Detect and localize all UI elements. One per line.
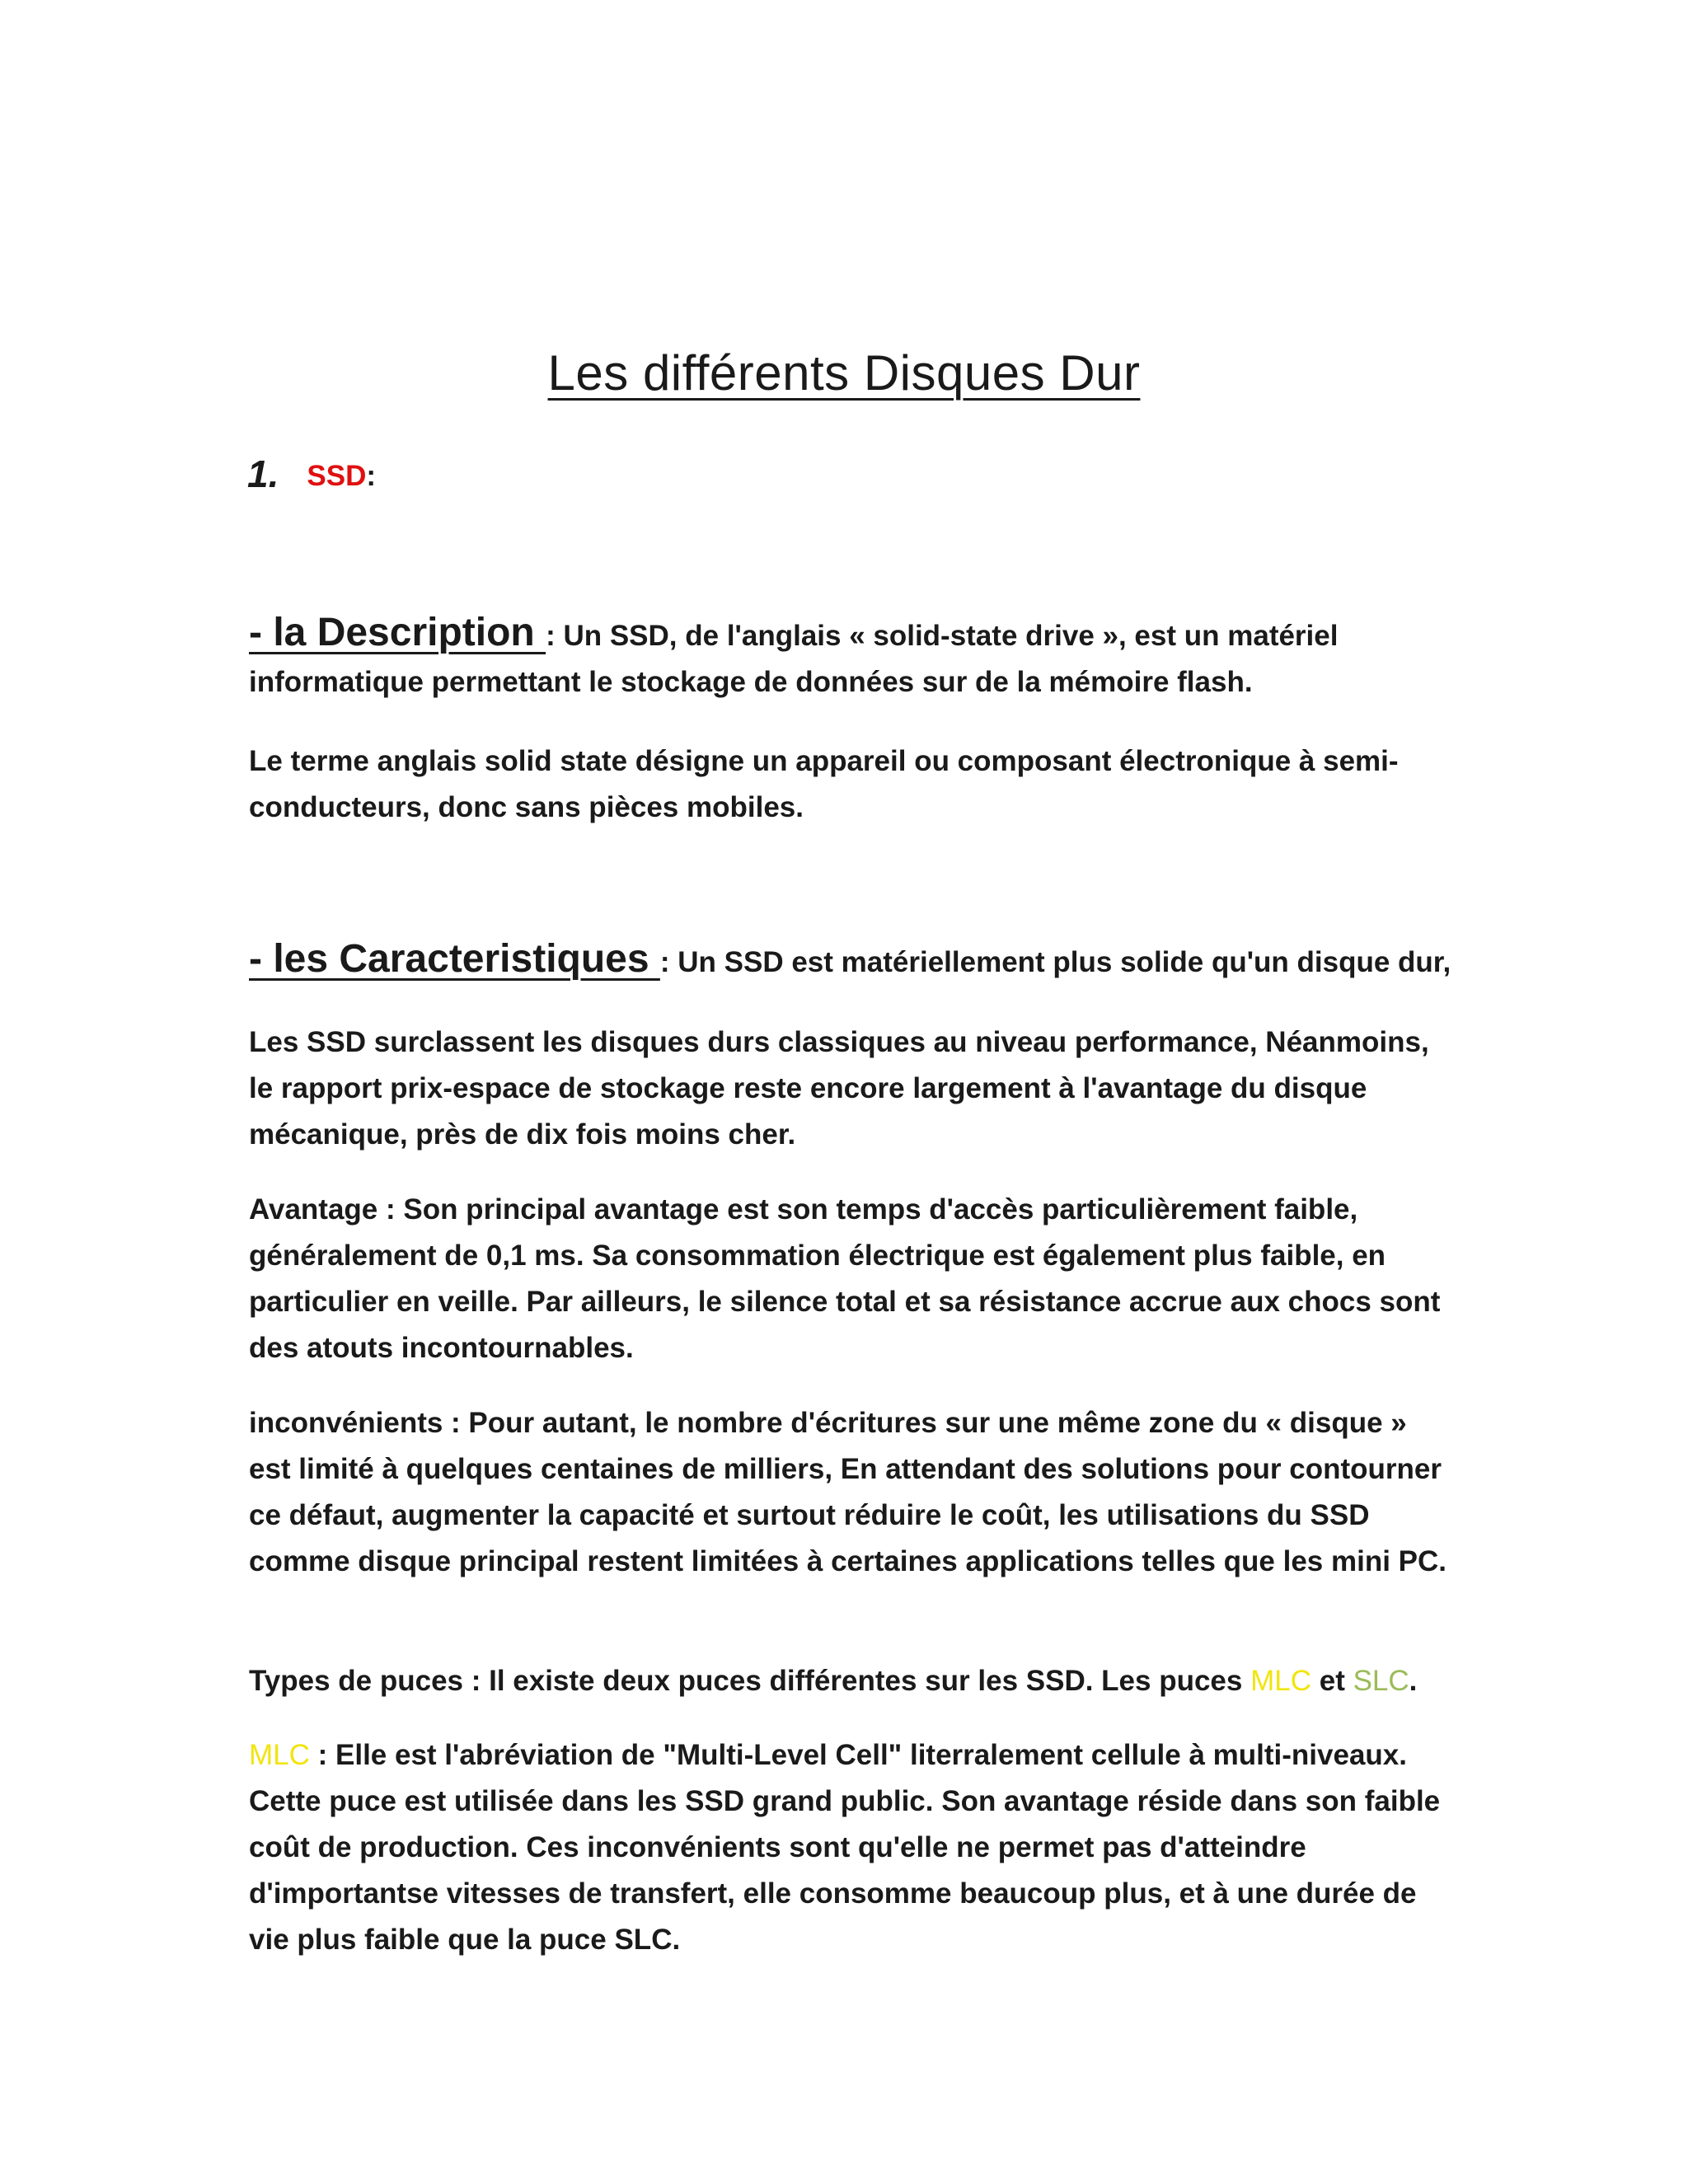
caracteristiques-intro: : Un SSD est matériellement plus solide qu'un disque dur, [659, 946, 1451, 978]
page-title-text: Les différents Disques Dur [547, 345, 1141, 401]
slc-highlight: SLC [1353, 1665, 1409, 1697]
avantage-paragraph: Avantage : Son principal avantage est son temps d'accès particulièrement faible, généralement de 0,1 ms. Sa consommation électrique est également plus faible, en particulier en veille. Par ailleurs, le silence total et sa résistance accrue aux chocs sont des atouts incontournables. [249, 1193, 1441, 1364]
types-prefix: Types de puces : Il existe deux puces différentes sur les SSD. Les puces [249, 1665, 1251, 1697]
caracteristiques-heading: - les Caracteristiques [249, 937, 660, 981]
mlc-text: : Elle est l'abréviation de "Multi-Level Cell" literralement cellule à multi-niveaux. Cette puce est utilisée dans les SSD grand public. Son avantage réside dans son faible coût de production. Ces inconvénients sont qu'elle ne permet pas d'atteindre d'importantse vitesses de transfert, elle consomme beaucoup plus, et à une durée de vie plus faible que la puce SLC. [249, 1739, 1441, 1956]
performance-paragraph: Les SSD surclassent les disques durs classiques au niveau performance, Néanmoins, le rapport prix-espace de stockage reste encore largement à l'avantage du disque mécanique, près de dix fois moins cher. [249, 1026, 1429, 1151]
description-text: Un SSD, de l'anglais « solid-state drive », est un matériel informatique permettant le stockage de données sur de la mémoire flash. [249, 620, 1339, 698]
mlc-highlight: MLC [1250, 1665, 1311, 1697]
mlc-label: MLC [249, 1739, 310, 1771]
section-colon: : [366, 460, 376, 492]
section-label [307, 460, 376, 492]
section-heading [247, 452, 376, 496]
types-end: . [1409, 1665, 1418, 1697]
ssd-label: SSD [307, 460, 367, 492]
types-and: et [1311, 1665, 1353, 1697]
section-number: 1. [247, 452, 279, 495]
description-sep: : [546, 620, 556, 652]
inconvenients-paragraph: inconvénients : Pour autant, le nombre d'écritures sur une même zone du « disque » est limité à quelques centaines de milliers, En attendant des solutions pour contourner ce défaut, augmenter la capacité et surtout réduire le coût, les utilisations du SSD comme disque principal restent limitées à certaines applications telles que les mini PC. [249, 1407, 1447, 1577]
description-paragraph [249, 610, 1452, 705]
mlc-paragraph [249, 1732, 1452, 1963]
caracteristiques-paragraph [249, 936, 1452, 986]
solid-state-paragraph: Le terme anglais solid state désigne un appareil ou composant électronique à semi-conducteurs, donc sans pièces mobiles. [249, 745, 1399, 823]
description-heading: - la Description [249, 611, 546, 654]
page-title [0, 344, 1688, 401]
types-paragraph [249, 1658, 1452, 1704]
